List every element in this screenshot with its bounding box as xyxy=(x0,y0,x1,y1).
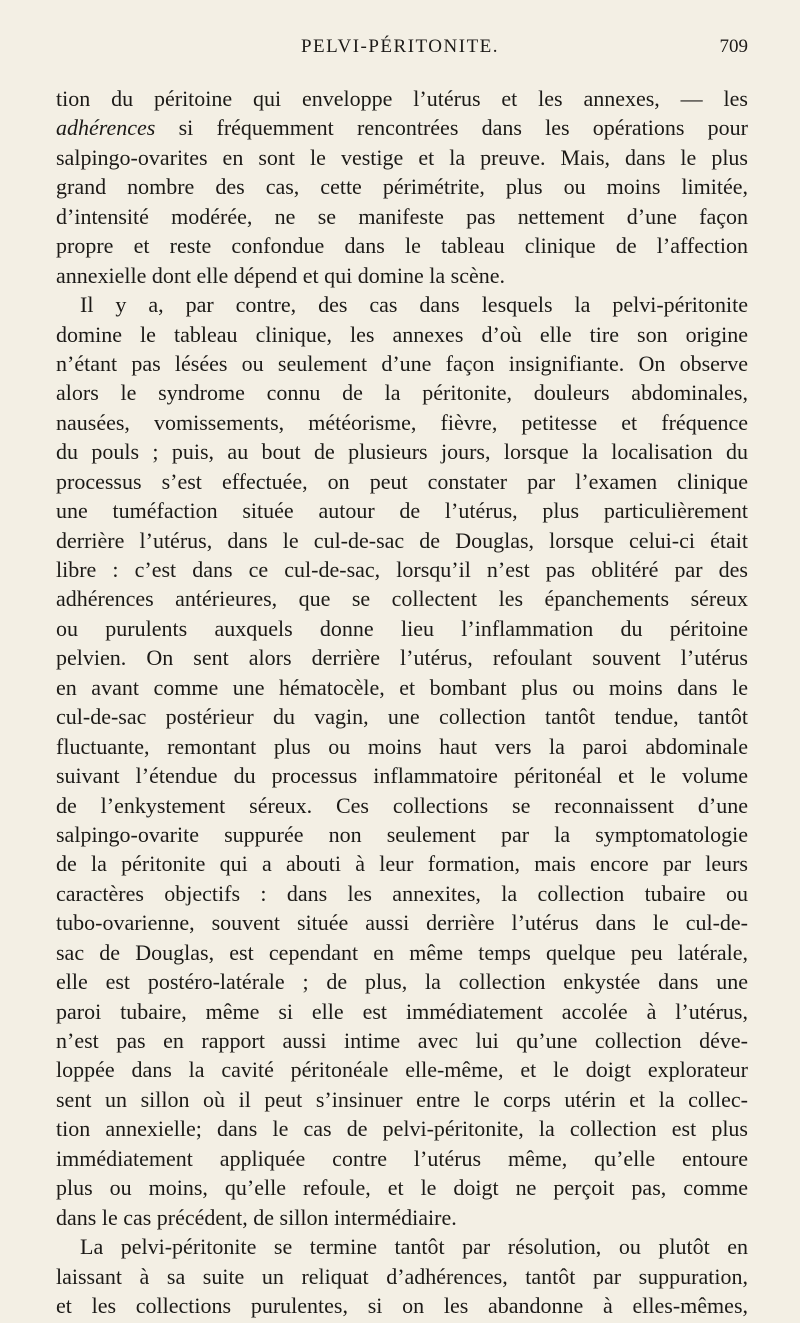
text-line xyxy=(56,643,748,672)
text-line-content: de l’enkystement séreux. Ces collections se reconnaissent d’une xyxy=(56,792,748,818)
text-line-content: propre et reste confondue dans le tableau clinique de l’affection xyxy=(56,233,748,259)
text-line-content: La pelvi-péritonite se termine tantôt par résolution, ou plutôt en xyxy=(80,1234,748,1260)
running-title: PELVI-PÉRITONITE. xyxy=(300,36,500,57)
text-line xyxy=(56,849,748,878)
text-line-content: caractères objectifs : dans les annexites, la collection tubaire ou xyxy=(56,880,748,906)
text-line-content: une tuméfaction située autour de l’utérus, plus particulièrement xyxy=(56,498,748,524)
text-line xyxy=(56,1144,748,1173)
text-line-content: laissant à sa suite un reliquat d’adhérences, tantôt par suppuration, xyxy=(56,1263,748,1289)
body-text xyxy=(56,84,748,1320)
text-line xyxy=(56,555,748,584)
page-number: 709 xyxy=(719,36,748,57)
text-line-content: annexielle dont elle dépend et qui domine la scène. xyxy=(56,262,506,288)
text-line-content: tion annexielle; dans le cas de pelvi-péritonite, la collection est plus xyxy=(56,1116,748,1142)
text-line-content: plus ou moins, qu’elle refoule, et le doigt ne perçoit pas, comme xyxy=(56,1175,748,1201)
text-line xyxy=(56,202,748,231)
text-line xyxy=(56,172,748,201)
text-line-content: elle est postéro-latérale ; de plus, la collection enkystée dans une xyxy=(56,969,748,995)
text-line-content: grand nombre des cas, cette périmétrite, plus ou moins limitée, xyxy=(56,174,748,200)
text-line xyxy=(56,496,748,525)
text-line xyxy=(56,1262,748,1291)
text-line-content: suivant l’étendue du processus inflammatoire péritonéal et le volume xyxy=(56,763,748,789)
text-line xyxy=(56,1173,748,1202)
text-line xyxy=(56,732,748,761)
text-line-content: du pouls ; puis, au bout de plusieurs jours, lorsque la localisation du xyxy=(56,439,748,465)
text-line-content: de la péritonite qui a abouti à leur formation, mais encore par leurs xyxy=(56,851,748,877)
text-line xyxy=(56,143,748,172)
text-line xyxy=(56,231,748,260)
text-line xyxy=(56,320,748,349)
text-line xyxy=(56,1291,748,1320)
text-line-content: fluctuante, remontant plus ou moins haut vers la paroi abdominale xyxy=(56,733,748,759)
text-line-content: adhérences antérieures, que se collectent les épanchements séreux xyxy=(56,586,748,612)
text-line xyxy=(56,408,748,437)
text-line-content: libre : c’est dans ce cul-de-sac, lorsqu’il n’est pas oblitéré par des xyxy=(56,557,748,582)
text-line xyxy=(56,997,748,1026)
text-line xyxy=(56,584,748,613)
text-line-content: processus s’est effectuée, on peut constater par l’examen clinique xyxy=(56,468,748,494)
text-line-content: en avant comme une hématocèle, et bombant plus ou moins dans le xyxy=(56,674,748,700)
text-line-content: et les collections purulentes, si on les abandonne à elles-mêmes, xyxy=(56,1292,748,1318)
text-line xyxy=(56,378,748,407)
text-line-content: n’étant pas lésées ou seulement d’une façon insignifiante. On observe xyxy=(56,350,748,376)
text-line-content: paroi tubaire, même si elle est immédiatement accolée à l’utérus, xyxy=(56,998,748,1024)
text-line xyxy=(56,1114,748,1143)
text-line xyxy=(56,791,748,820)
text-line xyxy=(56,908,748,937)
text-line xyxy=(56,1232,748,1261)
text-line-content: tion du péritoine qui enveloppe l’utérus et les annexes, — les xyxy=(56,86,748,111)
text-line-content: alors le syndrome connu de la péritonite, douleurs abdominales, xyxy=(56,380,748,406)
italic-term: adhérences xyxy=(56,115,156,141)
text-line-content: si fréquemment rencontrées dans les opérations pour xyxy=(155,115,748,141)
text-line-content: tubo-ovarienne, souvent située aussi derrière l’utérus dans le cul-de- xyxy=(56,910,748,936)
text-line-content: cul-de-sac postérieur du vagin, une collection tantôt tendue, tantôt xyxy=(56,704,748,730)
text-line-content: derrière l’utérus, dans le cul-de-sac de Douglas, lorsque celui-ci était xyxy=(56,527,748,553)
text-line xyxy=(56,467,748,496)
text-line-content: dans le cas précédent, de sillon intermédiaire. xyxy=(56,1204,457,1230)
text-line xyxy=(56,673,748,702)
text-line-content: sac de Douglas, est cependant en même temps quelque peu latérale, xyxy=(56,939,748,965)
text-line xyxy=(56,614,748,643)
text-line xyxy=(56,761,748,790)
text-line xyxy=(56,113,748,142)
text-line-content: loppée dans la cavité péritonéale elle-même, et le doigt explorateur xyxy=(56,1057,748,1083)
text-line xyxy=(56,261,748,290)
text-line xyxy=(56,820,748,849)
text-line xyxy=(56,290,748,319)
text-line-content: n’est pas en rapport aussi intime avec lui qu’une collection déve- xyxy=(56,1028,748,1053)
text-line xyxy=(56,349,748,378)
text-line-content: d’intensité modérée, ne se manifeste pas nettement d’une façon xyxy=(56,203,748,229)
text-line xyxy=(56,702,748,731)
text-line-content: ou purulents auxquels donne lieu l’inflammation du péritoine xyxy=(56,615,748,641)
text-line xyxy=(56,1085,748,1114)
text-line xyxy=(56,1055,748,1084)
text-line xyxy=(56,437,748,466)
text-line xyxy=(56,938,748,967)
text-line xyxy=(56,526,748,555)
text-line xyxy=(56,967,748,996)
text-line-content: nausées, vomissements, météorisme, fièvre, petitesse et fréquence xyxy=(56,409,748,435)
text-line-content: immédiatement appliquée contre l’utérus même, qu’elle entoure xyxy=(56,1145,748,1171)
text-line-content: pelvien. On sent alors derrière l’utérus, refoulant souvent l’utérus xyxy=(56,645,748,671)
running-head xyxy=(0,36,800,62)
text-line-content: salpingo-ovarite suppurée non seulement par la symptomatologie xyxy=(56,821,748,847)
text-line xyxy=(56,1026,748,1055)
text-line-content: domine le tableau clinique, les annexes d’où elle tire son origine xyxy=(56,321,748,347)
text-line xyxy=(56,84,748,113)
text-line-content: salpingo-ovarites en sont le vestige et la preuve. Mais, dans le plus xyxy=(56,144,748,170)
text-line xyxy=(56,1203,748,1232)
text-line-content: sent un sillon où il peut s’insinuer entre le corps utérin et la collec- xyxy=(56,1086,748,1112)
text-line xyxy=(56,879,748,908)
text-line-content: Il y a, par contre, des cas dans lesquels la pelvi-péritonite xyxy=(80,292,748,318)
